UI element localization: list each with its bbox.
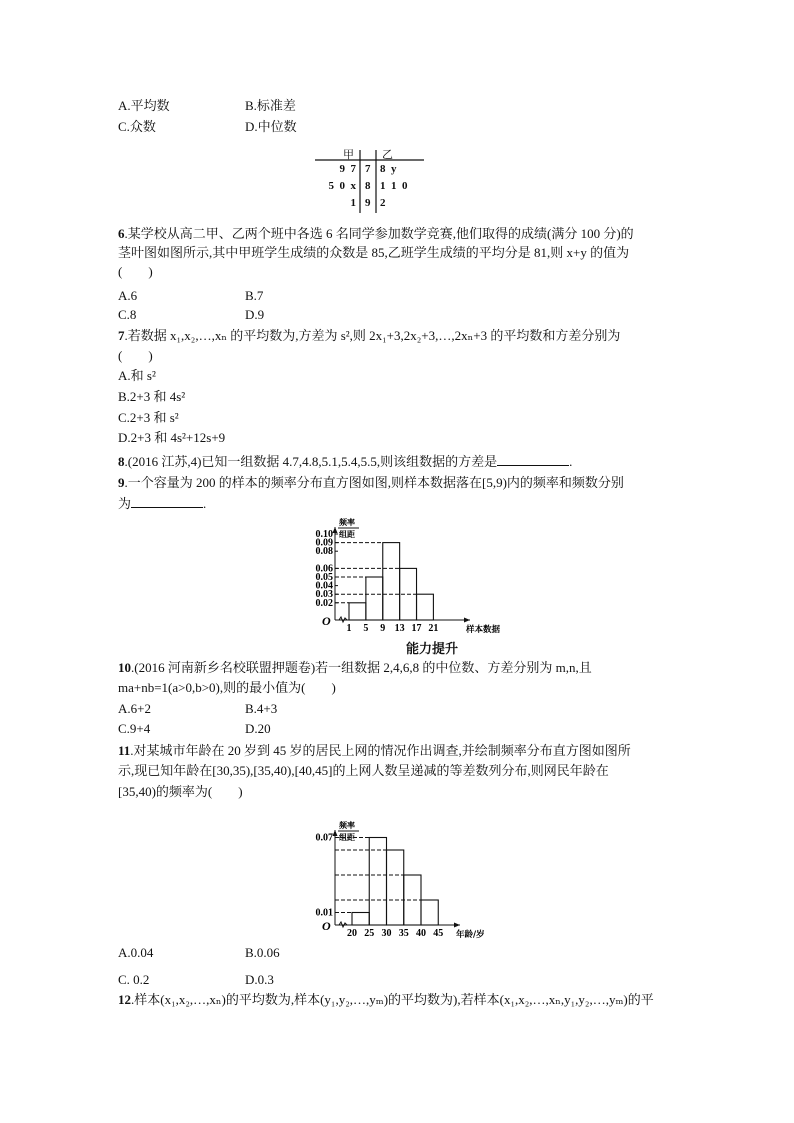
y-tick-label: 0.09 <box>315 537 333 549</box>
q10-option-b: B.4+3 <box>245 701 278 716</box>
q7-answer-paren: ( ) <box>118 348 153 363</box>
q11-option-a: A.0.04 <box>118 945 154 960</box>
histogram-bar <box>383 543 400 620</box>
q9-text: 为 <box>118 496 132 511</box>
x-axis-label: 样本数据 <box>466 625 501 635</box>
y-tick-label: 0.10 <box>315 529 333 540</box>
y-axis-arrow-icon <box>333 527 338 533</box>
y-axis-arrow-icon <box>333 830 338 836</box>
y-axis-label-bottom: 组距 <box>339 833 355 842</box>
q10-option-d: D.20 <box>245 721 271 736</box>
x-tick-label: 13 <box>394 623 405 634</box>
y-tick-label: 0.04 <box>315 580 333 592</box>
question-number: 12 <box>118 992 131 1007</box>
stem-leaf-header-yi: 乙 <box>382 149 393 161</box>
q10-option-a: A.6+2 <box>118 701 151 716</box>
histogram-bar <box>369 838 386 926</box>
q5-option-c: C.众数 <box>118 119 156 134</box>
histogram-bar <box>400 568 417 620</box>
axis-break-icon <box>339 922 347 927</box>
q6-text: .某学校从高二甲、乙两个班中各选 6 名同学参加数学竞赛,他们取得的成绩(满分 100 分)的 <box>124 226 634 241</box>
question-number: 9 <box>118 475 125 490</box>
q10-text: .(2016 河南新乡名校联盟押题卷)若一组数据 2,4,6,8 的中位数、方差分别为 m,n,且 <box>131 660 592 675</box>
y-axis-label-top: 频率 <box>339 821 355 830</box>
q7-line1 <box>118 328 620 344</box>
y-tick-label: 0.05 <box>315 572 333 583</box>
x-tick-label: 21 <box>428 623 439 634</box>
x-axis-label: 年龄/岁 <box>456 930 485 940</box>
x-tick-label: 45 <box>433 928 444 939</box>
y-tick-label: 0.02 <box>315 597 333 609</box>
histogram-bar <box>404 875 421 925</box>
y-tick-label: 0.08 <box>315 546 333 558</box>
x-tick-label: 17 <box>411 623 422 634</box>
histogram-bar <box>417 594 434 620</box>
stem-leaf-left-leaves: 5 0 x <box>328 180 356 192</box>
stem-leaf-left-leaves: 9 7 <box>339 163 356 175</box>
question-number: 11 <box>118 743 131 758</box>
x-tick-label: 20 <box>347 928 357 939</box>
x-tick-label: 25 <box>364 928 375 939</box>
stem-leaf-left-leaves: 1 <box>350 197 356 209</box>
y-tick-label: 0.07 <box>315 832 333 844</box>
q7-option-d: D.2+3 和 4s²+12s+9 <box>118 430 226 445</box>
stem-leaf-stem: 8 <box>365 180 371 192</box>
y-tick-label: 0.03 <box>315 589 333 601</box>
x-axis-arrow-icon <box>454 923 460 928</box>
q6-answer-paren: ( ) <box>118 264 153 279</box>
q5-option-a: A.平均数 <box>118 98 170 113</box>
question-number: 6 <box>118 226 125 241</box>
q8-line <box>118 453 572 470</box>
stem-leaf-stem: 9 <box>365 197 371 209</box>
stem-leaf-right-leaves: 8 y <box>380 163 397 175</box>
histogram-bar <box>349 603 366 620</box>
q5-option-d: D.中位数 <box>245 119 297 134</box>
q7-option-a: A.和 s² <box>118 368 156 383</box>
q10-line1 <box>118 660 592 676</box>
question-number: 8 <box>118 454 125 469</box>
q9-line2 <box>118 495 206 512</box>
q8-text: .(2016 江苏,4)已知一组数据 4.7,4.8,5.1,5.4,5.5,则该组数据的方差是 <box>124 454 498 469</box>
q6-option-a: A.6 <box>118 288 138 303</box>
q9-line1 <box>118 475 624 491</box>
q6-option-b: B.7 <box>245 288 264 303</box>
q11-option-c: C. 0.2 <box>118 972 150 987</box>
stem-leaf-right-leaves: 1 1 0 <box>380 180 408 192</box>
q6-line1 <box>118 226 634 242</box>
histogram-bar <box>352 913 369 926</box>
q6-option-c: C.8 <box>118 307 137 322</box>
q11-line2: 示,现已知年龄在[30,35),[35,40),[40,45]的上网人数呈递减的等差数列分布,则网民年龄在 <box>118 763 609 778</box>
histogram-bar <box>387 850 404 925</box>
stem-leaf-right-leaves: 2 <box>380 197 386 209</box>
q8-end: . <box>569 454 573 469</box>
x-tick-label: 9 <box>380 623 386 634</box>
x-tick-label: 1 <box>346 623 352 634</box>
section-title: 能力提升 <box>406 642 459 657</box>
y-tick-label: 0.01 <box>315 907 333 919</box>
origin-label: O <box>322 919 331 933</box>
q12-text: .样本(x₁,x₂,…,xₙ)的平均数为,样本(y₁,y₂,…,yₘ)的平均数为),若样本(x₁,x₂,…,xₙ,y₁,y₂,…,yₘ)的平 <box>131 992 654 1007</box>
q6-option-d: D.9 <box>245 307 265 322</box>
q7-option-b: B.2+3 和 4s² <box>118 389 186 404</box>
y-tick-label: 0.06 <box>315 563 333 575</box>
question-number: 7 <box>118 328 125 343</box>
q6-line2: 茎叶图如图所示,其中甲班学生成绩的众数是 85,乙班学生成绩的平均分是 81,则 x+y 的值为 <box>118 245 630 260</box>
q9-end: . <box>203 496 207 511</box>
q7-option-c: C.2+3 和 s² <box>118 410 179 425</box>
q11-option-b: B.0.06 <box>245 945 280 960</box>
q11-line3: [35,40)的频率为( ) <box>118 784 243 799</box>
answer-blank <box>131 495 203 508</box>
x-tick-label: 40 <box>416 928 426 939</box>
x-tick-label: 5 <box>363 623 369 634</box>
q5-option-b: B.标准差 <box>245 98 296 113</box>
x-axis-arrow-icon <box>464 618 470 623</box>
q11-option-d: D.0.3 <box>245 972 274 987</box>
q11-text: .对某城市年龄在 20 岁到 45 岁的居民上网的情况作出调查,并绘制频率分布直方图如图所 <box>130 743 631 758</box>
x-tick-label: 35 <box>398 928 409 939</box>
histogram-bar <box>366 577 383 620</box>
q11-line1 <box>118 743 631 759</box>
axis-break-icon <box>339 617 347 622</box>
origin-label: O <box>322 614 331 628</box>
y-axis-label-top: 频率 <box>339 518 355 527</box>
q7-text: .若数据 x₁,x₂,…,xₙ 的平均数为,方差为 s²,则 2x₁+3,2x₂+3,…,2xₙ+3 的平均数和方差分别为 <box>124 328 621 343</box>
q10-line2: ma+nb=1(a>0,b>0),则的最小值为( ) <box>118 680 336 695</box>
stem-leaf-header-jia: 甲 <box>343 149 354 161</box>
q10-option-c: C.9+4 <box>118 721 151 736</box>
y-axis-label-bottom: 组距 <box>339 530 355 539</box>
q9-text: .一个容量为 200 的样本的频率分布直方图如图,则样本数据落在[5,9)内的频率和频数分别 <box>124 475 624 490</box>
histogram-bar <box>421 900 438 925</box>
x-tick-label: 30 <box>381 928 392 939</box>
q12-line1 <box>118 992 654 1008</box>
question-number: 10 <box>118 660 131 675</box>
answer-blank <box>497 453 569 466</box>
stem-leaf-stem: 7 <box>365 163 371 175</box>
